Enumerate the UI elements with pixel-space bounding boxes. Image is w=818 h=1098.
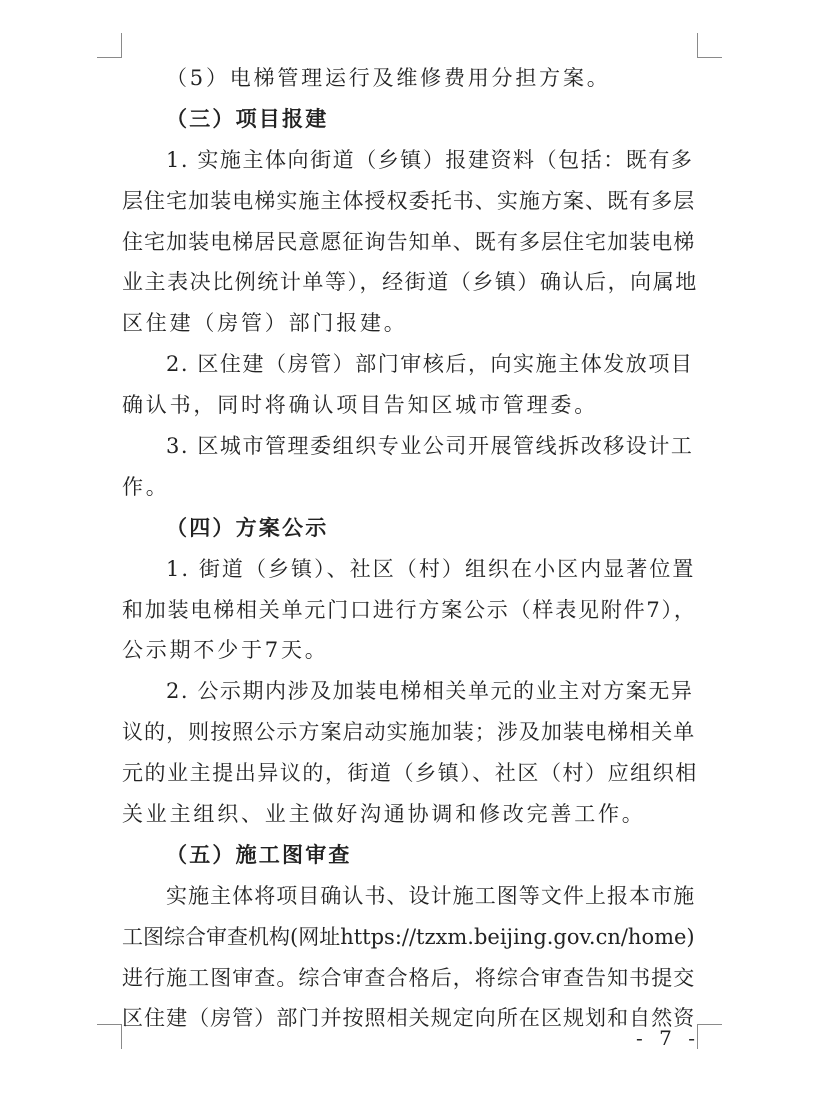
text-line: 1. 街道（乡镇）、社区（村）组织在小区内显著位置 [166, 556, 696, 581]
text-line: 关业主组织、业主做好沟通协调和修改完善工作。 [122, 802, 646, 827]
crop-mark-top-right [697, 33, 722, 58]
text-line: 住宅加装电梯居民意愿征询告知单、既有多层住宅加装电梯 [122, 229, 696, 254]
crop-mark-bottom-left [97, 1024, 122, 1049]
text-line: 确认书，同时将确认项目告知区城市管理委。 [122, 393, 598, 418]
text-line: 作。 [122, 474, 170, 499]
text-line: （5）电梯管理运行及维修费用分担方案。 [166, 66, 611, 90]
text-line: 公示期不少于7天。 [122, 638, 329, 663]
text-line: 2. 区住建（房管）部门审核后，向实施主体发放项目 [166, 352, 694, 377]
text-line: 议的，则按照公示方案启动实施加装；涉及加装电梯相关单 [122, 720, 696, 745]
text-line: 实施主体将项目确认书、设计施工图等文件上报本市施 [166, 883, 696, 908]
text-line: 层住宅加装电梯实施主体授权委托书、实施方案、既有多层 [122, 188, 696, 213]
document-body [122, 58, 698, 1039]
crop-mark-bottom-right [697, 1024, 722, 1049]
text-line: 元的业主提出异议的，街道（乡镇）、社区（村）应组织相 [122, 761, 698, 786]
text-line: 工图综合审查机构(网址https://tzxm.beijing.gov.cn/home) [122, 924, 695, 949]
text-line: 区住建（房管）部门报建。 [122, 311, 408, 336]
page-number: - 7 - [636, 1026, 700, 1050]
text-line: 2. 公示期内涉及加装电梯相关单元的业主对方案无异 [166, 679, 694, 704]
section-heading: （四）方案公示 [166, 514, 329, 540]
text-line: 1. 实施主体向街道（乡镇）报建资料（包括：既有多 [166, 147, 694, 172]
section-heading: （三）项目报建 [166, 105, 329, 131]
section-heading: （五）施工图审查 [166, 841, 352, 867]
text-line: 和加装电梯相关单元门口进行方案公示（样表见附件7）， [122, 597, 697, 622]
text-line: 进行施工图审查。综合审查合格后，将综合审查告知书提交 [122, 965, 696, 990]
text-line: 3. 区城市管理委组织专业公司开展管线拆改移设计工 [166, 434, 694, 459]
text-line: 区住建（房管）部门并按照相关规定向所在区规划和自然资 [122, 1006, 696, 1031]
text-line: 业主表决比例统计单等），经街道（乡镇）确认后，向属地 [122, 270, 698, 295]
crop-mark-top-left [97, 33, 122, 58]
